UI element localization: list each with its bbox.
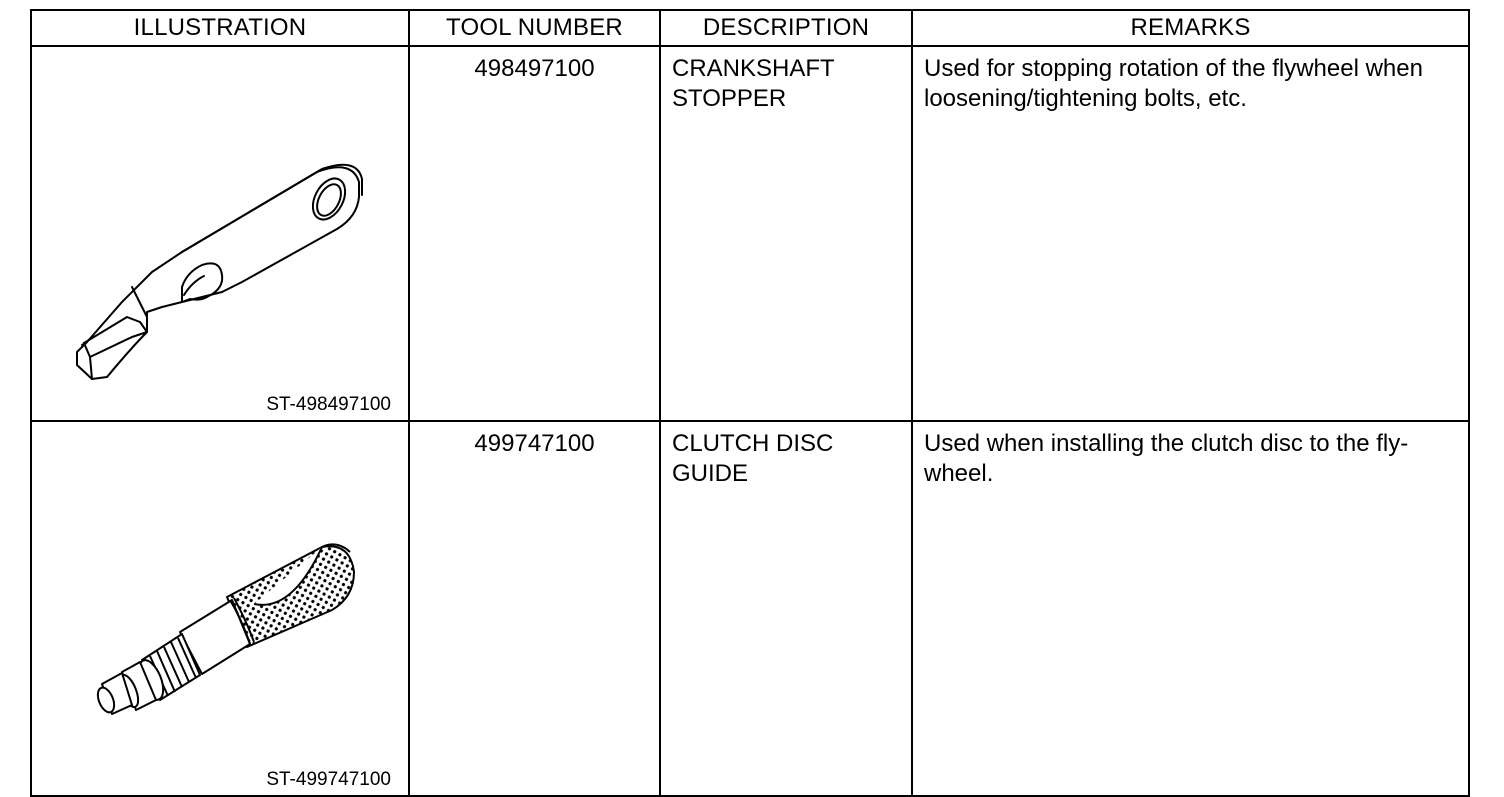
illustration-code: ST-498497100 (266, 394, 391, 415)
tool-number-cell: 498497100 (409, 46, 660, 421)
remarks-cell: Used for stopping rotation of the flywheel when loosening/tightening bolts, etc. (912, 46, 1469, 421)
description-cell: CLUTCH DISC GUIDE (660, 421, 912, 796)
illustration-cell (31, 421, 409, 796)
special-tools-table (30, 9, 1470, 797)
header-remarks: REMARKS (912, 10, 1469, 46)
clutch-disc-guide-icon (32, 422, 410, 788)
header-illustration: ILLUSTRATION (31, 10, 409, 46)
header-row (31, 10, 1469, 46)
tool-number-cell: 499747100 (409, 421, 660, 796)
remarks-cell: Used when installing the clutch disc to the fly-wheel. (912, 421, 1469, 796)
table-row (31, 46, 1469, 421)
illustration-code: ST-499747100 (266, 769, 391, 790)
header-description: DESCRIPTION (660, 10, 912, 46)
crankshaft-stopper-icon (32, 47, 410, 413)
illustration-cell (31, 46, 409, 421)
table-row (31, 421, 1469, 796)
description-cell: CRANKSHAFT STOPPER (660, 46, 912, 421)
header-tool-number: TOOL NUMBER (409, 10, 660, 46)
